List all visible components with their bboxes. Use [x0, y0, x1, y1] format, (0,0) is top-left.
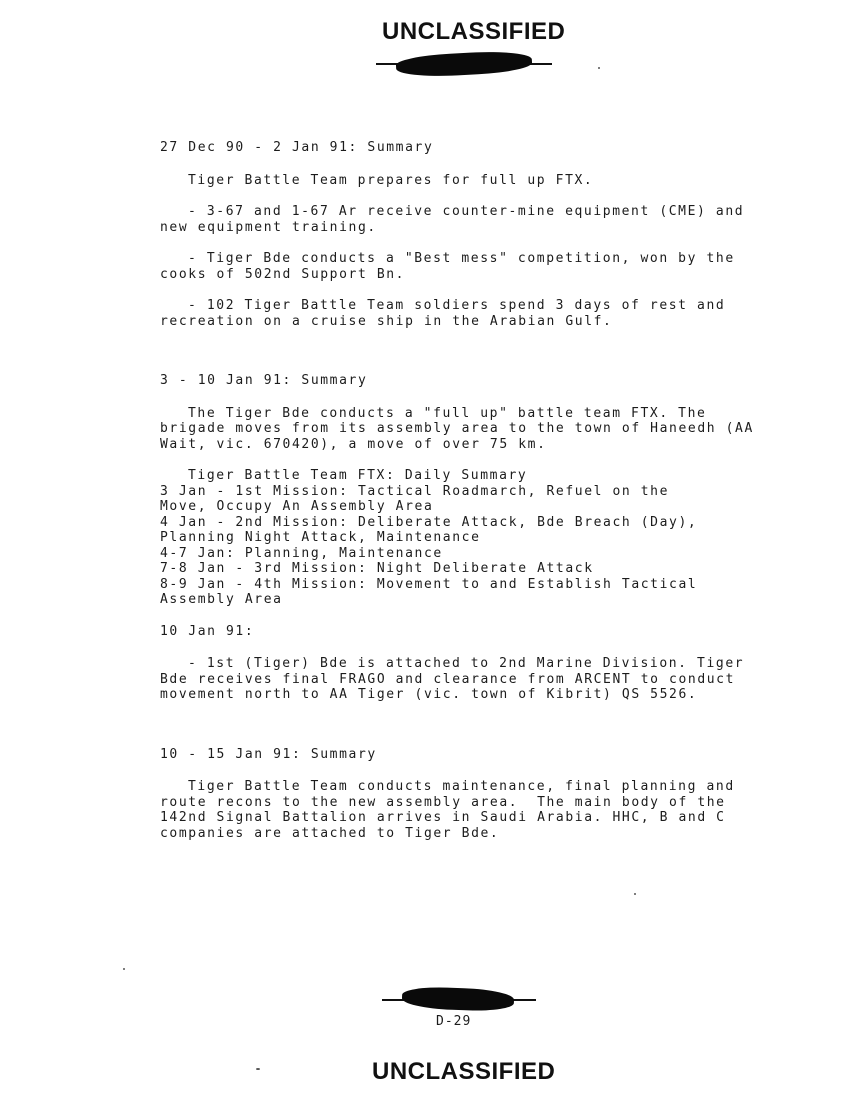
daily-summary-line: 4 Jan - 2nd Mission: Deliberate Attack, Bde Breach (Day),: [160, 514, 698, 530]
scan-speck: [123, 968, 125, 970]
header-redaction: [396, 49, 533, 78]
section-heading: 27 Dec 90 - 2 Jan 91: Summary: [160, 140, 434, 155]
paragraph: The Tiger Bde conducts a "full up" battle team FTX. The brigade moves from its assembly area to the town of Haneedh (AA Wait, vic. 670420), a move of over 75 km.: [160, 405, 764, 452]
paragraph: - 3-67 and 1-67 Ar receive counter-mine equipment (CME) and new equipment training.: [160, 204, 754, 235]
footer-classification: UNCLASSIFIED: [372, 1058, 556, 1085]
page-number: D-29: [436, 1014, 472, 1029]
daily-summary-line: Move, Occupy An Assembly Area: [160, 499, 434, 514]
daily-summary-line: Assembly Area: [160, 592, 283, 607]
daily-summary-line: 3 Jan - 1st Mission: Tactical Roadmarch, Refuel on the: [160, 483, 670, 499]
paragraph: Tiger Battle Team conducts maintenance, final planning and route recons to the new assembly area. The main body of the 142nd Signal Battalion arrives in Saudi Arabia. HHC, B and C companies are attached to Tiger Bde.: [160, 779, 745, 841]
daily-summary-line: Planning Night Attack, Maintenance: [160, 530, 481, 545]
paragraph: - Tiger Bde conducts a "Best mess" competition, won by the cooks of 502nd Support Bn.: [160, 251, 745, 282]
header-classification: UNCLASSIFIED: [382, 18, 566, 45]
section-heading: 3 - 10 Jan 91: Summary: [160, 373, 368, 388]
section-heading: 10 - 15 Jan 91: Summary: [160, 746, 377, 762]
sub-date: 10 Jan 91:: [160, 623, 255, 639]
scan-speck: [634, 893, 636, 895]
paragraph: - 102 Tiger Battle Team soldiers spend 3 days of rest and recreation on a cruise ship in the Arabian Gulf.: [160, 298, 735, 329]
document-body: [160, 140, 780, 841]
daily-summary-line: 7-8 Jan - 3rd Mission: Night Deliberate Attack: [160, 561, 594, 576]
paragraph: - 1st (Tiger) Bde is attached to 2nd Marine Division. Tiger Bde receives final FRAGO and clearance from ARCENT to conduct movement north to AA Tiger (vic. town of Kibrit) QS 5526.: [160, 656, 754, 702]
scan-speck: [598, 67, 600, 69]
scan-speck: [256, 1068, 260, 1070]
daily-summary-title: Tiger Battle Team FTX: Daily Summary: [188, 468, 528, 483]
daily-summary-line: 4-7 Jan: Planning, Maintenance: [160, 545, 443, 561]
footer-redaction: [402, 986, 515, 1012]
daily-summary-line: 8-9 Jan - 4th Mission: Movement to and Establish Tactical: [160, 576, 698, 592]
paragraph: Tiger Battle Team prepares for full up FTX.: [188, 172, 594, 188]
